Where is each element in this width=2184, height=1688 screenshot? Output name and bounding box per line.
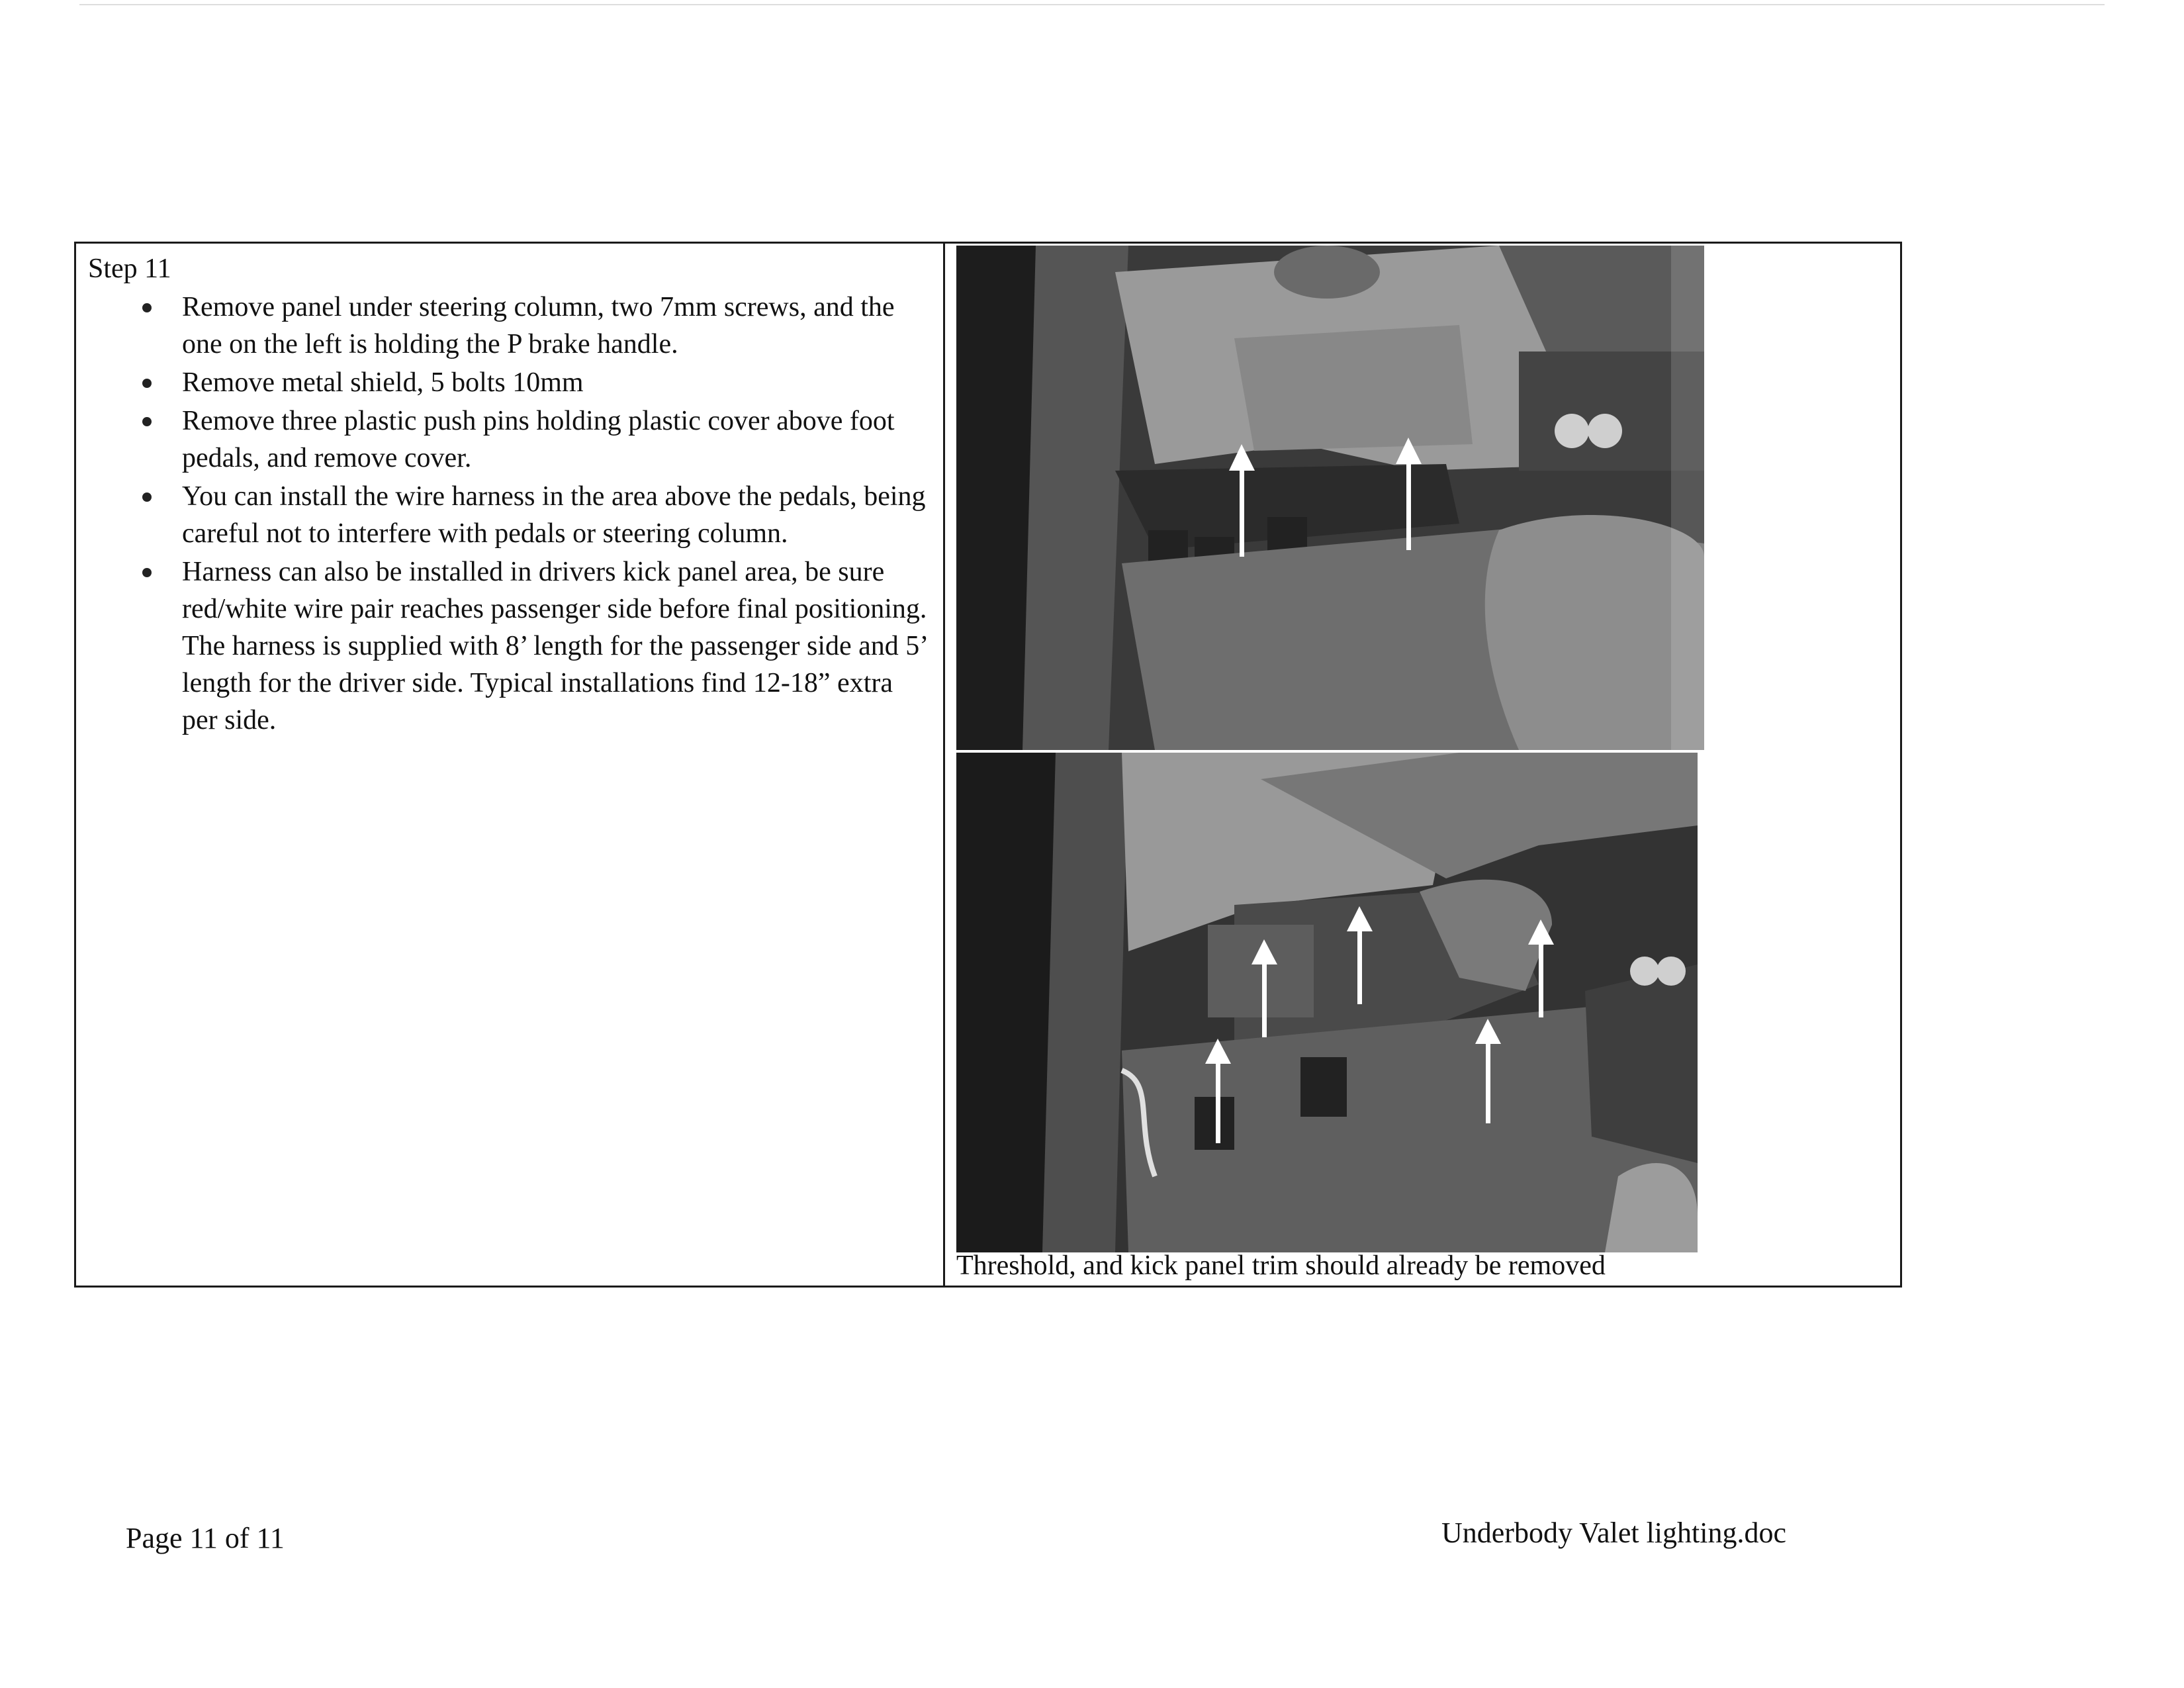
instruction-item [88, 478, 935, 552]
photo-caption: Threshold, and kick panel trim should already be removed [956, 1250, 1606, 1281]
instruction-item [88, 289, 935, 363]
step-table [74, 242, 1902, 1288]
instruction-text: Remove three plastic push pins holding plastic cover above foot pedals, and remove cover. [182, 406, 895, 473]
instruction-list [88, 289, 935, 739]
photo-harness-area [956, 753, 1698, 1252]
step-title: Step 11 [88, 254, 171, 284]
bullet-icon [142, 568, 152, 577]
bullet-icon [142, 379, 152, 388]
instruction-item [88, 402, 935, 477]
photo-underdash-panel [956, 246, 1704, 750]
instruction-item [88, 364, 935, 401]
column-divider [943, 244, 945, 1286]
instruction-text: You can install the wire harness in the area above the pedals, being careful not to interfere with pedals or steering column. [182, 481, 926, 549]
document-filename: Underbody Valet lighting.doc [1441, 1517, 1786, 1549]
instructions-cell [88, 252, 935, 740]
instruction-item [88, 553, 935, 739]
instruction-text: Remove panel under steering column, two 7mm screws, and the one on the left is holding the P brake handle. [182, 292, 895, 359]
scan-edge-line [79, 4, 2105, 5]
instruction-text: Remove metal shield, 5 bolts 10mm [182, 367, 584, 398]
bullet-icon [142, 492, 152, 502]
page-number: Page 11 of 11 [126, 1522, 285, 1554]
bullet-icon [142, 303, 152, 312]
bullet-icon [142, 417, 152, 426]
instruction-text: Harness can also be installed in drivers kick panel area, be sure red/white wire pair reaches passenger side before final positioning. The harness is supplied with 8’ length for the passenger side and 5’ length for the driver side. Typical installations find 12-18” extra per side. [182, 557, 927, 735]
